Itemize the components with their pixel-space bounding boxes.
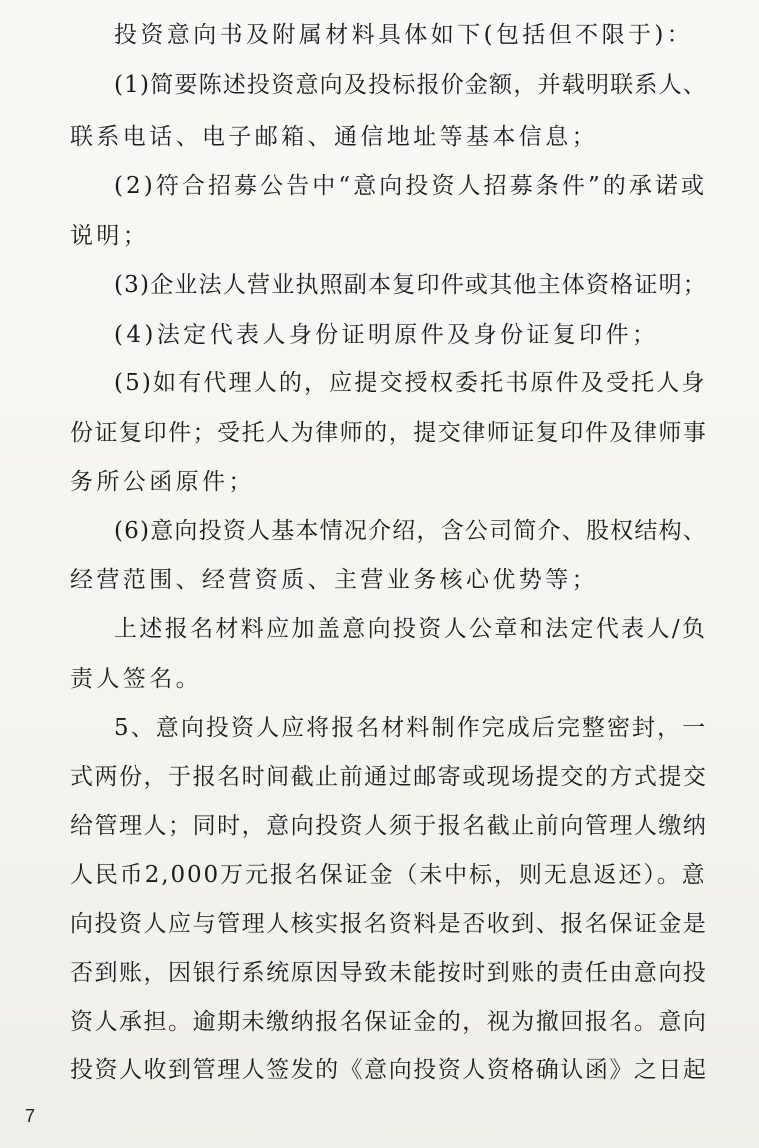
text-line-14: 责人签名。 — [70, 666, 202, 692]
text-line-4: (2)符合招募公告中“意向投资人招募条件”的承诺或 — [114, 173, 708, 199]
text-line-13: 上述报名材料应加盖意向投资人公章和法定代表人/负 — [114, 616, 708, 642]
text-line-1: 投资意向书及附属材料具体如下(包括但不限于)： — [114, 22, 694, 48]
text-line-16: 式两份，于报名时间截止前通过邮寄或现场提交的方式提交 — [70, 764, 708, 790]
text-line-2: (1)简要陈述投资意向及投标报价金额，并载明联系人、 — [114, 72, 707, 98]
text-line-5: 说明； — [70, 223, 150, 249]
text-line-12: 经营范围、经营资质、主营业务核心优势等； — [70, 567, 598, 593]
text-line-19: 向投资人应与管理人核实报名资料是否收到、报名保证金是 — [70, 911, 708, 937]
text-line-15: 5、意向投资人应将报名材料制作完成后完整密封，一 — [114, 715, 708, 741]
text-line-8: (5)如有代理人的，应提交授权委托书原件及受托人身 — [114, 370, 707, 396]
text-line-9: 份证复印件；受托人为律师的，提交律师证复印件及律师事 — [70, 420, 708, 446]
text-line-10: 务所公函原件； — [70, 469, 255, 495]
text-line-17: 给管理人；同时，意向投资人须于报名截止前向管理人缴纳 — [70, 813, 708, 839]
text-line-7: (4)法定代表人身份证明原件及身份证复印件； — [114, 322, 659, 348]
page-number: 7 — [25, 1106, 36, 1126]
text-line-18: 人民币2,000万元报名保证金（未中标，则无息返还）。意 — [70, 862, 707, 888]
text-line-3: 联系电话、电子邮箱、通信地址等基本信息； — [70, 124, 598, 150]
text-line-21: 资人承担。逾期未缴纳报名保证金的，视为撤回报名。意向 — [70, 1009, 708, 1035]
text-line-20: 否到账，因银行系统原因导致未能按时到账的责任由意向投 — [70, 960, 708, 986]
text-line-6: (3)企业法人营业执照副本复印件或其他主体资格证明； — [114, 272, 707, 298]
text-line-22: 投资人收到管理人签发的《意向投资人资格确认函》之日起 — [70, 1057, 708, 1083]
text-line-11: (6)意向投资人基本情况介绍，含公司简介、股权结构、 — [114, 518, 707, 544]
